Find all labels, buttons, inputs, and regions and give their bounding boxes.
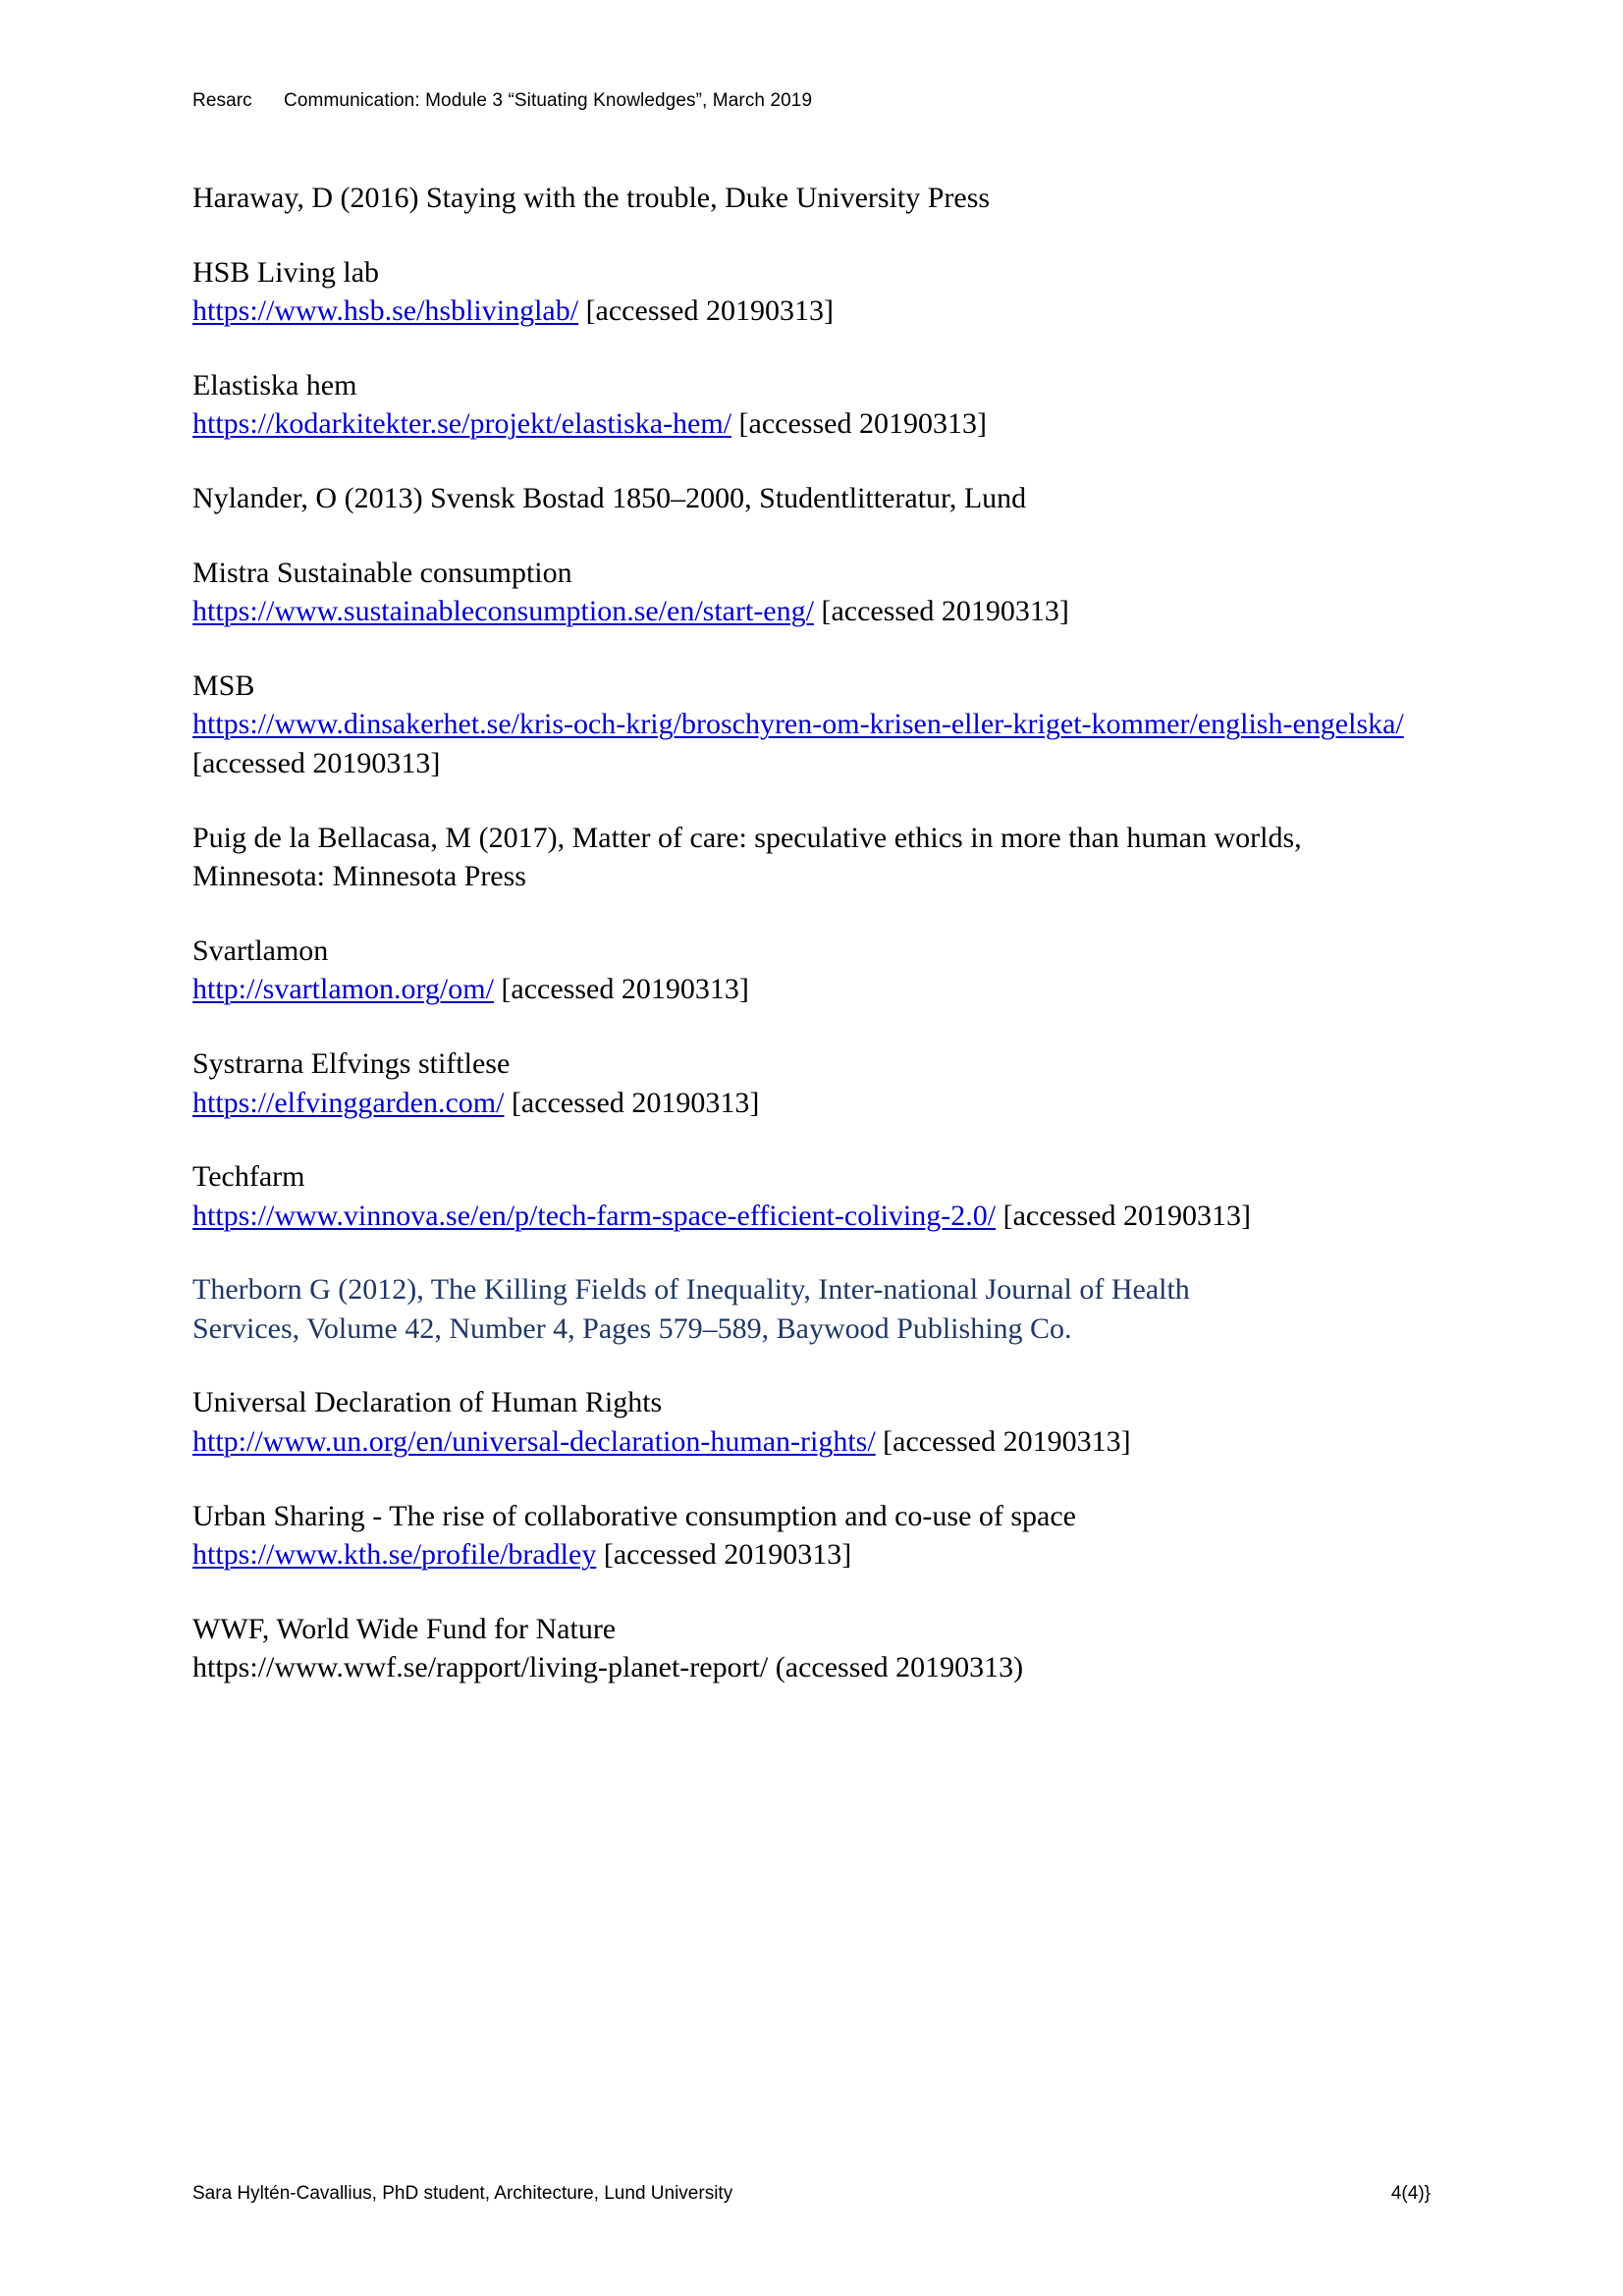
reference-title: Techfarm xyxy=(192,1160,305,1194)
reference-url-line xyxy=(192,1084,1439,1123)
reference-link[interactable]: https://www.hsb.se/hsblivinglab/ xyxy=(192,294,579,328)
accessed-note: [accessed 20190313] xyxy=(883,1425,1131,1459)
reference-title: Systrarna Elfvings stiftlese xyxy=(192,1046,511,1080)
reference-title: Universal Declaration of Human Rights xyxy=(192,1386,663,1419)
reference-entry xyxy=(192,179,1439,218)
reference-title: Haraway, D (2016) Staying with the trouble, Duke University Press xyxy=(192,182,991,214)
footer-page-number: 4(4)} xyxy=(1390,2183,1431,2205)
reference-url-line xyxy=(192,292,1439,331)
reference-title: Mistra Sustainable consumption xyxy=(192,556,572,589)
reference-entry xyxy=(192,932,1439,1009)
reference-url-line xyxy=(192,1197,1439,1236)
accessed-note: [accessed 20190313] xyxy=(1002,1199,1251,1232)
reference-title: MSB xyxy=(192,668,255,702)
reference-entry xyxy=(192,253,1439,331)
reference-url-line xyxy=(192,1535,1439,1575)
reference-link[interactable]: https://kodarkitekter.se/projekt/elastiska-hem/ xyxy=(192,407,732,441)
reference-url-text: https://www.wwf.se/rapport/living-planet-report/ xyxy=(192,1651,769,1684)
reference-url-line xyxy=(192,705,1439,782)
reference-link[interactable]: http://svartlamon.org/om/ xyxy=(192,973,494,1006)
reference-list xyxy=(192,179,1439,1687)
reference-url-line xyxy=(192,1648,1439,1687)
running-header: Resarc Communication: Module 3 “Situating Knowledges”, March 2019 xyxy=(192,90,813,111)
reference-entry xyxy=(192,479,1439,518)
reference-url-line xyxy=(192,970,1439,1009)
accessed-note: (accessed 20190313) xyxy=(775,1651,1024,1684)
reference-entry xyxy=(192,1044,1439,1122)
accessed-note: [accessed 20190313] xyxy=(501,973,749,1006)
reference-link[interactable]: https://www.vinnova.se/en/p/tech-farm-space-efficient-coliving-2.0/ xyxy=(192,1199,997,1232)
accessed-note: [accessed 20190313] xyxy=(821,595,1069,628)
reference-title: HSB Living lab xyxy=(192,255,380,289)
accessed-note: [accessed 20190313] xyxy=(511,1086,760,1119)
reference-url-line xyxy=(192,1422,1439,1462)
reference-link[interactable]: https://www.sustainableconsumption.se/en/start-eng/ xyxy=(192,595,814,628)
reference-title: Nylander, O (2013) Svensk Bostad 1850–2000, Studentlitteratur, Lund xyxy=(192,481,1027,514)
reference-title: Puig de la Bellacasa, M (2017), Matter of care: speculative ethics in more than human worlds, xyxy=(192,821,1302,854)
reference-entry xyxy=(192,1157,1439,1235)
reference-title-continued: Services, Volume 42, Number 4, Pages 579–589, Baywood Publishing Co. xyxy=(192,1311,1072,1345)
reference-title: WWF, World Wide Fund for Nature xyxy=(192,1612,617,1645)
reference-link[interactable]: http://www.un.org/en/universal-declaration-human-rights/ xyxy=(192,1425,876,1459)
reference-entry xyxy=(192,667,1439,783)
reference-entry xyxy=(192,1497,1439,1575)
reference-title: Elastiska hem xyxy=(192,368,357,401)
reference-link[interactable]: https://www.kth.se/profile/bradley xyxy=(192,1538,597,1572)
reference-url-line xyxy=(192,592,1439,631)
reference-link[interactable]: https://elfvinggarden.com/ xyxy=(192,1086,505,1119)
reference-entry xyxy=(192,819,1439,896)
reference-entry xyxy=(192,1610,1439,1687)
reference-entry xyxy=(192,1383,1439,1461)
reference-entry xyxy=(192,554,1439,631)
reference-title: Svartlamon xyxy=(192,934,329,967)
reference-link[interactable]: https://www.dinsakerhet.se/kris-och-krig/broschyren-om-krisen-eller-kriget-kommer/english-engelska/ xyxy=(192,708,1404,741)
reference-title: Therborn G (2012), The Killing Fields of Inequality, Inter-national Journal of Health xyxy=(192,1273,1190,1307)
running-footer xyxy=(192,2183,1431,2206)
accessed-note: [accessed 20190313] xyxy=(603,1538,852,1572)
accessed-note: [accessed 20190313] xyxy=(192,746,441,779)
reference-entry xyxy=(192,366,1439,444)
reference-title: Urban Sharing - The rise of collaborative consumption and co-use of space xyxy=(192,1499,1076,1532)
footer-author: Sara Hyltén-Cavallius, PhD student, Architecture, Lund University xyxy=(192,2183,733,2205)
reference-entry xyxy=(192,1270,1439,1348)
accessed-note: [accessed 20190313] xyxy=(738,407,987,441)
reference-title-continued: Minnesota: Minnesota Press xyxy=(192,860,526,893)
accessed-note: [accessed 20190313] xyxy=(585,294,834,328)
reference-url-line xyxy=(192,404,1439,444)
